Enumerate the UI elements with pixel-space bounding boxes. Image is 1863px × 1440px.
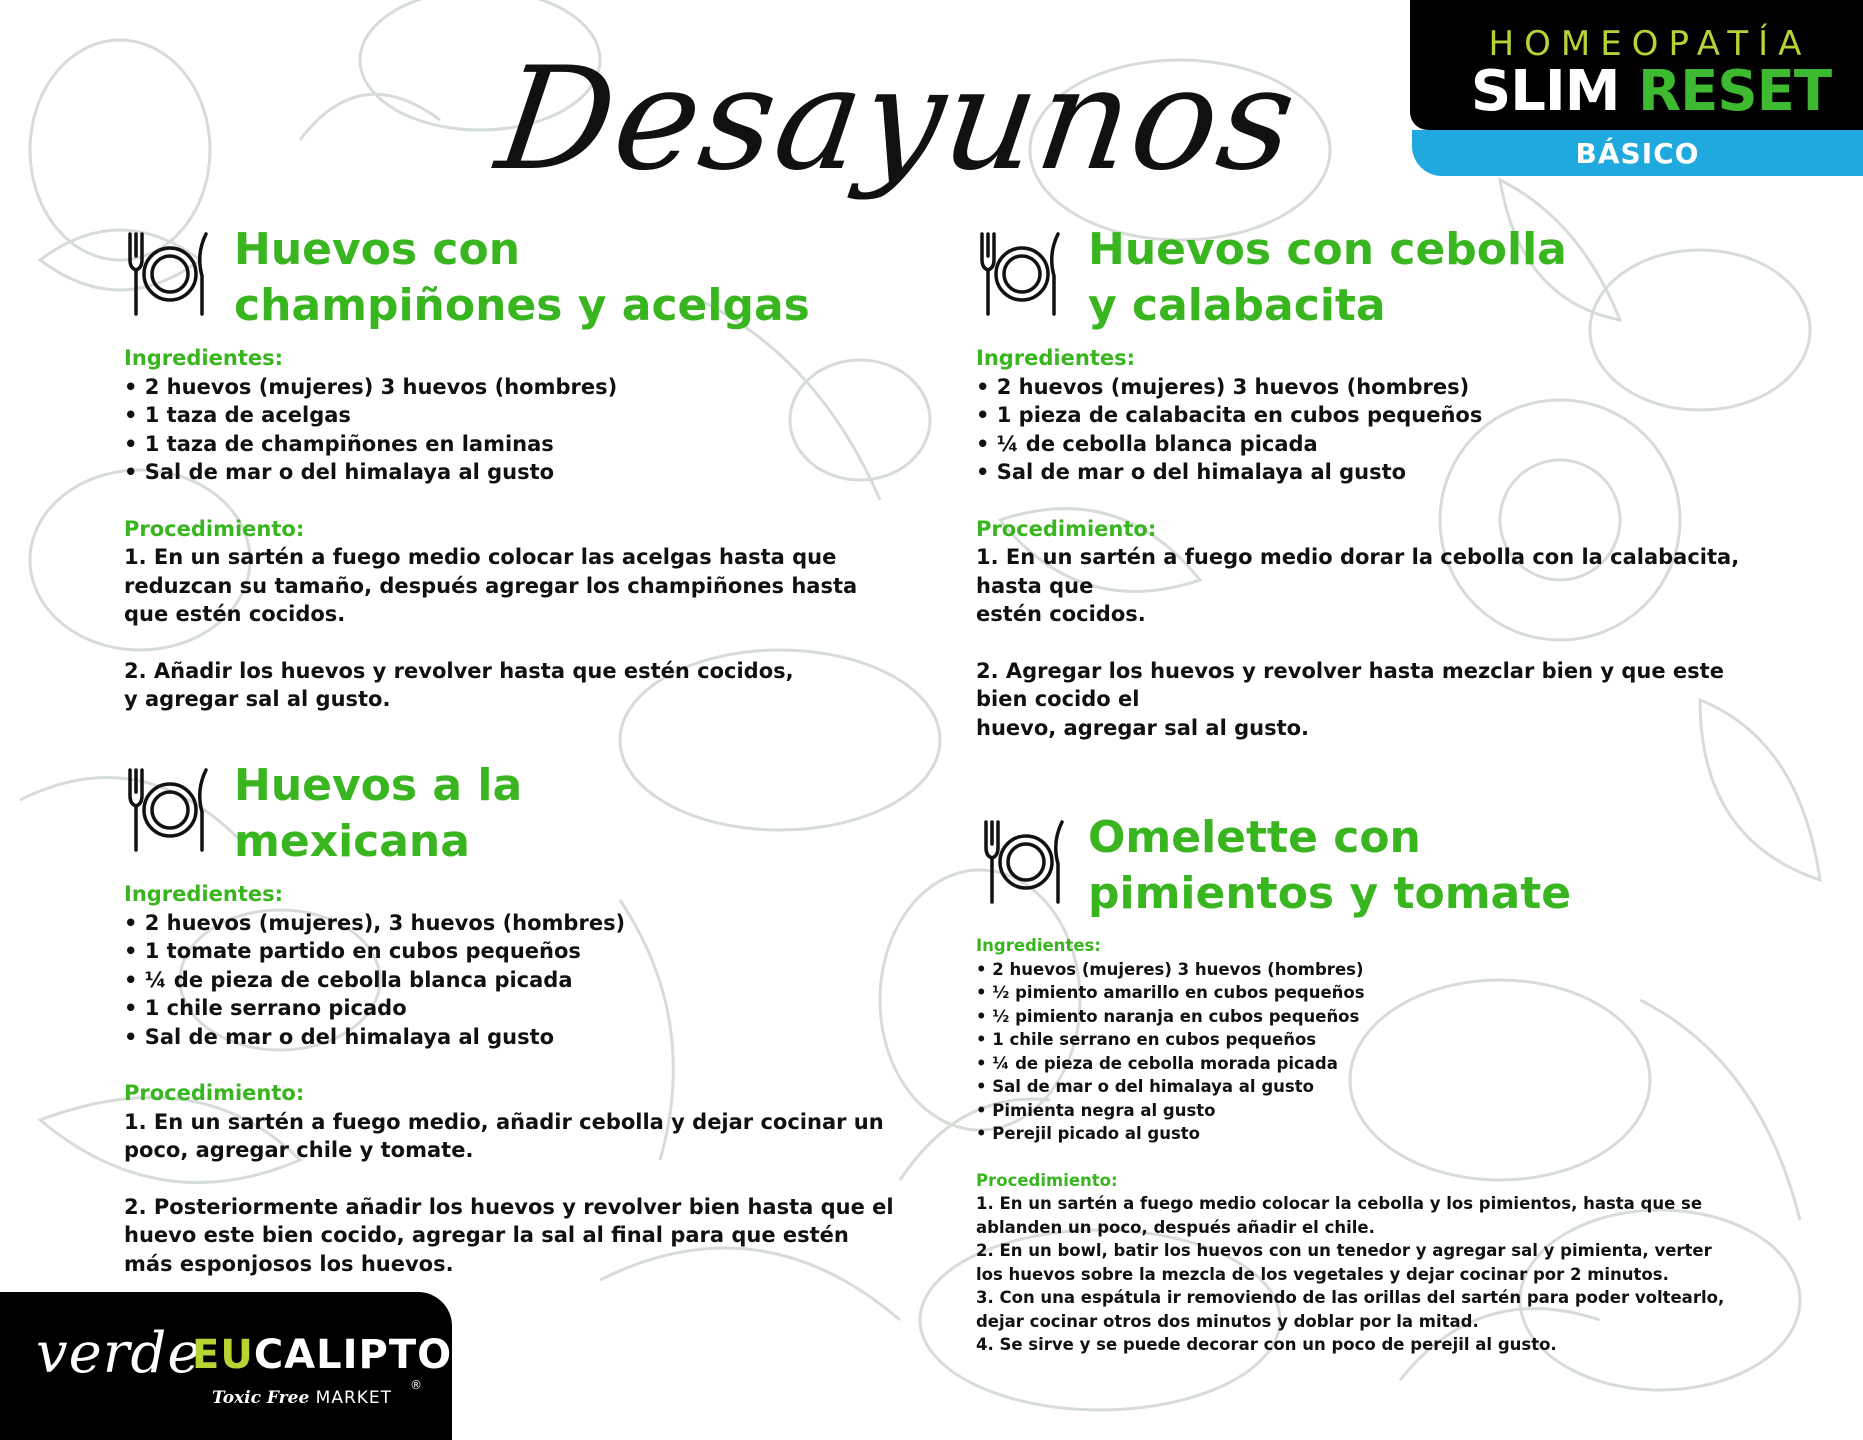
- recipe-title: Omelette con pimientos y tomate: [1088, 812, 1572, 919]
- ingredient-item: • 2 huevos (mujeres) 3 huevos (hombres): [124, 374, 618, 399]
- recipe-title: Huevos a la mexicana: [234, 760, 523, 867]
- procedure-line: 1. En un sartén a fuego medio dorar la cebolla con la calabacita,: [976, 545, 1740, 569]
- procedure-line: poco, agregar chile y tomate.: [124, 1138, 474, 1162]
- ingredient-item: • Sal de mar o del himalaya al gusto: [124, 1024, 555, 1049]
- logo-eucalipto-text: EUCALIPTO: [192, 1332, 453, 1378]
- procedure-line: más esponjosos los huevos.: [124, 1251, 454, 1276]
- plate-cutlery-icon: [976, 228, 1068, 320]
- recipe-body: [124, 880, 894, 1278]
- ingredients-label: Ingredientes:: [124, 882, 283, 906]
- page-title: Desayunos: [488, 37, 1307, 202]
- procedure-line: 3. Con una espátula ir removiendo de las orillas del sartén para poder voltearlo,: [976, 1288, 1725, 1307]
- ingredient-item: • ¼ de cebolla blanca picada: [976, 431, 1318, 456]
- brand-badge-panel: [1410, 0, 1863, 130]
- brand-level-badge: BÁSICO: [1412, 130, 1863, 176]
- brand-name-white: SLIM: [1470, 59, 1620, 124]
- procedure-line: y agregar sal al gusto.: [124, 687, 391, 711]
- procedure-line: estén cocidos.: [976, 602, 1146, 626]
- ingredient-item: • 1 chile serrano picado: [124, 996, 407, 1020]
- brand-name: [1446, 60, 1856, 124]
- procedure-line: 4. Se sirve y se puede decorar con un poco de perejil al gusto.: [976, 1335, 1557, 1354]
- recipe-title: Huevos con champiñones y acelgas: [234, 224, 810, 331]
- ingredient-item: • 2 huevos (mujeres), 3 huevos (hombres): [124, 910, 626, 935]
- ingredient-item: • ¼ de pieza de cebolla morada picada: [976, 1053, 1338, 1073]
- ingredient-item: • Pimienta negra al gusto: [976, 1100, 1216, 1120]
- procedure-label: Procedimiento:: [976, 516, 1157, 541]
- procedure-line: huevo este bien cocido, agregar la sal al final para que estén: [124, 1223, 849, 1247]
- ingredient-item: • 2 huevos (mujeres) 3 huevos (hombres): [976, 959, 1364, 979]
- procedure-line: dejar cocinar otros dos minutos y doblar por la mitad.: [976, 1311, 1479, 1331]
- ingredient-item: • 1 taza de champiñones en laminas: [124, 431, 554, 456]
- brand-name-green: RESET: [1637, 59, 1832, 124]
- plate-cutlery-icon: [980, 816, 1072, 908]
- procedure-line: 2. En un bowl, batir los huevos con un tenedor y agregar sal y pimienta, verter: [976, 1241, 1712, 1260]
- ingredients-label: Ingredientes:: [124, 346, 283, 370]
- verde-eucalipto-logo: [0, 1292, 452, 1440]
- ingredient-item: • 2 huevos (mujeres) 3 huevos (hombres): [976, 374, 1470, 399]
- procedure-line: los huevos sobre la mezcla de los vegetales y dejar cocinar por 2 minutos.: [976, 1264, 1669, 1284]
- plate-cutlery-icon: [124, 228, 216, 320]
- procedure-line: 2. Posteriormente añadir los huevos y revolver bien hasta que el: [124, 1194, 894, 1219]
- recipe-body: [976, 934, 1724, 1357]
- recipe-body: [976, 344, 1739, 742]
- procedure-label: Procedimiento:: [124, 516, 305, 541]
- recipe-card: [124, 758, 924, 1278]
- plate-cutlery-icon: [124, 764, 216, 856]
- procedure-line: hasta que: [976, 573, 1094, 598]
- ingredients-label: Ingredientes:: [976, 936, 1101, 955]
- procedure-line: 1. En un sartén a fuego medio, añadir cebolla y dejar cocinar un: [124, 1109, 884, 1134]
- brand-badge: [1410, 0, 1863, 176]
- ingredient-item: • ½ pimiento naranja en cubos pequeños: [976, 1006, 1360, 1026]
- ingredient-item: • 1 chile serrano en cubos pequeños: [976, 1030, 1317, 1049]
- procedure-line: ablanden un poco, después añadir el chile.: [976, 1217, 1375, 1237]
- ingredient-item: • 1 taza de acelgas: [124, 403, 351, 427]
- recipe-body: [124, 344, 857, 714]
- ingredient-item: • ½ pimiento amarillo en cubos pequeños: [976, 983, 1365, 1002]
- brand-top-line: HOMEOPATÍA: [1488, 24, 1812, 64]
- ingredient-item: • Sal de mar o del himalaya al gusto: [124, 460, 555, 484]
- procedure-label: Procedimiento:: [124, 1081, 305, 1105]
- procedure-line: huevo, agregar sal al gusto.: [976, 715, 1310, 740]
- ingredient-item: • 1 tomate partido en cubos pequeños: [124, 939, 581, 963]
- registered-mark: ®: [410, 1378, 422, 1392]
- procedure-line: 2. Añadir los huevos y revolver hasta que estén cocidos,: [124, 658, 794, 683]
- recipe-card: [976, 810, 1820, 1370]
- ingredient-item: • Sal de mar o del himalaya al gusto: [976, 1077, 1314, 1096]
- recipe-title: Huevos con cebolla y calabacita: [1088, 224, 1567, 331]
- ingredient-item: • 1 pieza de calabacita en cubos pequeños: [976, 403, 1483, 427]
- ingredients-label: Ingredientes:: [976, 346, 1135, 370]
- logo-tagline: Toxic Free MARKET: [212, 1388, 393, 1408]
- ingredient-item: • Sal de mar o del himalaya al gusto: [976, 460, 1407, 484]
- ingredient-item: • Perejil picado al gusto: [976, 1124, 1201, 1143]
- procedure-label: Procedimiento:: [976, 1170, 1118, 1190]
- recipe-card: [976, 222, 1776, 742]
- recipe-card: [124, 222, 884, 722]
- ingredient-item: • ¼ de pieza de cebolla blanca picada: [124, 967, 573, 992]
- procedure-line: reduzcan su tamaño, después agregar los champiñones hasta: [124, 573, 858, 598]
- procedure-line: bien cocido el: [976, 687, 1140, 711]
- procedure-line: 1. En un sartén a fuego medio colocar la cebolla y los pimientos, hasta que se: [976, 1194, 1703, 1213]
- logo-verde-text: verde: [36, 1321, 202, 1386]
- procedure-line: que estén cocidos.: [124, 602, 346, 626]
- procedure-line: 1. En un sartén a fuego medio colocar las acelgas hasta que: [124, 545, 837, 569]
- procedure-line: 2. Agregar los huevos y revolver hasta mezclar bien y que este: [976, 658, 1724, 683]
